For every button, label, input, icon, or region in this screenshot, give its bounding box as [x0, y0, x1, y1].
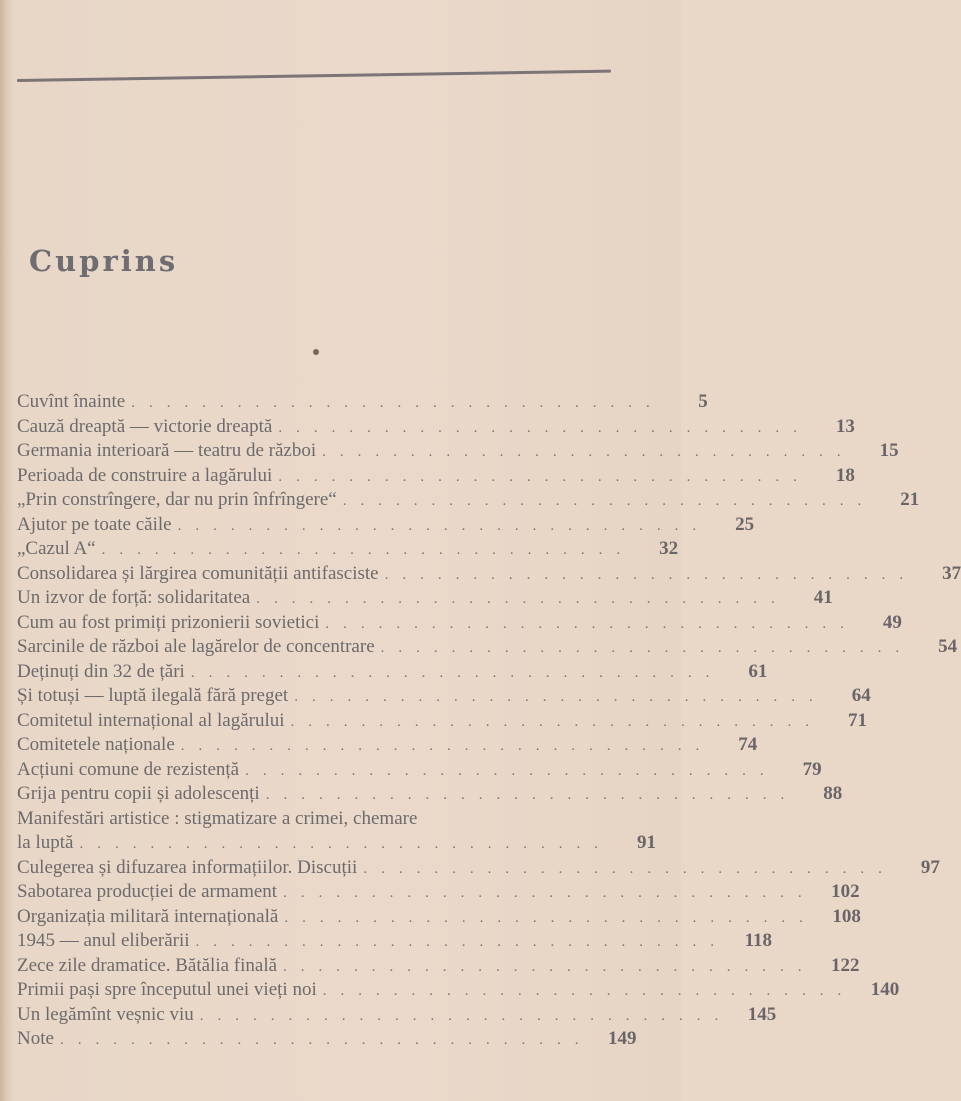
toc-entry-title: Un izvor de forță: solidaritatea	[17, 587, 251, 608]
top-rule-divider	[17, 70, 611, 82]
toc-entry-page: 25	[735, 513, 755, 535]
dot-leader: ..............................	[59, 1032, 593, 1048]
toc-entry-page: 5	[698, 391, 708, 412]
toc-entry	[17, 684, 871, 709]
toc-entry-page: 15	[879, 440, 899, 461]
toc-entry-title: Sabotarea producției de armament	[17, 881, 278, 902]
toc-entry-title: Sarcinile de război ale lagărelor de concentrare	[17, 636, 375, 657]
toc-entry	[17, 782, 843, 807]
toc-entry-multiline-first	[17, 807, 603, 832]
toc-entry-title: Și totuși — luptă ilegală fără preget	[17, 685, 289, 706]
dot-leader: ..............................	[180, 738, 714, 754]
toc-entry-title: Deținuți din 32 de țări	[17, 660, 185, 682]
dot-leader: ..............................	[245, 762, 778, 779]
dot-leader: ..............................	[322, 444, 855, 460]
toc-entry-page: 54	[938, 636, 958, 657]
dot-leader: ..............................	[131, 395, 664, 411]
toc-entry-title: Comitetele naționale	[17, 734, 175, 755]
toc-entry	[17, 635, 958, 660]
toc-entry-page: 122	[831, 954, 860, 976]
toc-entry-page: 41	[813, 587, 833, 608]
toc-entry	[17, 390, 708, 415]
toc-entry-title: Consolidarea și lărgirea comunității antifasciste	[17, 562, 379, 584]
toc-entry-title: Culegerea și difuzarea informațiilor. Discuții	[17, 856, 358, 878]
toc-entry	[17, 733, 758, 758]
toc-entry-page: 97	[920, 856, 940, 878]
toc-entry-title: Grija pentru copii și adolescenți	[17, 783, 260, 804]
dot-leader: ..............................	[342, 493, 876, 509]
toc-entry	[17, 1003, 777, 1028]
bullet-ornament	[313, 349, 319, 355]
toc-entry	[17, 611, 902, 636]
toc-entry-title: 1945 — anul eliberării	[17, 930, 190, 951]
toc-entry-title: Germania interioară — teatru de război	[17, 440, 317, 461]
toc-entry	[17, 513, 755, 538]
toc-entry-page: 149	[607, 1028, 637, 1049]
dot-leader: ..............................	[278, 468, 811, 485]
toc-entry-title: „Cazul A“	[17, 538, 96, 559]
dot-leader: ..............................	[294, 689, 827, 705]
dot-leader: ..............................	[265, 787, 799, 803]
toc-entry-page: 21	[900, 489, 920, 510]
toc-entry-page: 108	[832, 905, 861, 927]
toc-entry-page: 61	[748, 660, 768, 682]
toc-entry-title: Manifestări artistice : stigmatizare a crimei, chemare	[17, 807, 418, 829]
toc-entry	[17, 439, 899, 464]
toc-entry	[17, 464, 855, 489]
table-of-contents	[17, 390, 961, 1052]
toc-entry	[17, 586, 833, 611]
page-title: Cuprins	[29, 244, 179, 278]
toc-entry-title: Comitetul internațional al lagărului	[17, 709, 285, 731]
dot-leader: ..............................	[199, 1007, 733, 1024]
dot-leader: ..............................	[284, 909, 817, 926]
toc-entry-title: Cauză dreaptă — victorie dreaptă	[17, 415, 273, 437]
toc-entry-title: Perioada de construire a lagărului	[17, 464, 273, 486]
toc-entry-title: Note	[17, 1028, 54, 1049]
toc-entry-title: Cum au fost primiți prizonierii sovietici	[17, 611, 320, 633]
toc-entry-page: 37	[942, 562, 961, 584]
dot-leader: ..............................	[325, 615, 858, 632]
toc-entry	[17, 660, 768, 685]
toc-entry-title: Acțiuni comune de rezistență	[17, 758, 240, 780]
toc-entry-page: 88	[823, 783, 843, 804]
toc-entry	[17, 562, 961, 587]
dot-leader: ..............................	[322, 983, 856, 999]
dot-leader: ..............................	[101, 542, 635, 558]
toc-entry	[17, 929, 773, 954]
dot-leader: ..............................	[256, 591, 789, 607]
toc-entry-title: Zece zile dramatice. Bătălia finală	[17, 954, 278, 976]
toc-entry	[17, 758, 822, 783]
toc-entry	[17, 415, 855, 440]
toc-entry	[17, 488, 920, 513]
toc-entry-page: 140	[870, 979, 900, 1000]
toc-entry-page: 79	[802, 758, 822, 780]
toc-entry-page: 102	[831, 881, 860, 902]
toc-entry-multiline-second	[17, 831, 656, 856]
toc-entry	[17, 856, 940, 881]
toc-entry-page: 32	[659, 538, 679, 559]
toc-entry	[17, 978, 900, 1003]
toc-entry-page: 91	[636, 832, 656, 853]
toc-entry-title: Un legămînt veșnic viu	[17, 1003, 194, 1025]
dot-leader: ..............................	[190, 664, 724, 681]
dot-leader: ..............................	[278, 419, 811, 436]
toc-entry	[17, 880, 860, 905]
dot-leader: ..............................	[290, 713, 824, 730]
toc-entry-page: 71	[848, 709, 868, 731]
toc-entry-page: 18	[835, 464, 855, 486]
toc-entry	[17, 709, 868, 734]
dot-leader: ..............................	[363, 860, 896, 877]
dot-leader: ..............................	[283, 885, 816, 901]
dot-leader: ..............................	[380, 640, 914, 656]
toc-entry-page: 145	[747, 1003, 777, 1025]
toc-entry-page: 74	[738, 734, 758, 755]
dot-leader: ..............................	[177, 517, 711, 534]
toc-entry-title: Cuvînt înainte	[17, 391, 126, 412]
dot-leader: ..............................	[283, 958, 816, 975]
toc-entry-title: „Prin constrîngere, dar nu prin înfrîngere“	[17, 489, 337, 510]
toc-entry	[17, 537, 679, 562]
dot-leader: ..............................	[384, 566, 918, 583]
toc-entry-title-continuation: la luptă	[17, 832, 74, 853]
toc-entry	[17, 954, 860, 979]
toc-entry-page: 49	[882, 611, 902, 633]
toc-entry-page: 64	[851, 685, 871, 706]
toc-entry-page: 13	[835, 415, 855, 437]
toc-entry-title: Primii pași spre începutul unei vieți noi	[17, 979, 317, 1000]
toc-entry	[17, 1027, 637, 1052]
toc-entry	[17, 905, 861, 930]
dot-leader: ..............................	[195, 934, 729, 950]
toc-entry-page: 118	[744, 930, 773, 951]
dot-leader: ..............................	[79, 836, 612, 852]
toc-entry-title: Organizația militară internațională	[17, 905, 279, 927]
toc-entry-title: Ajutor pe toate căile	[17, 513, 172, 535]
